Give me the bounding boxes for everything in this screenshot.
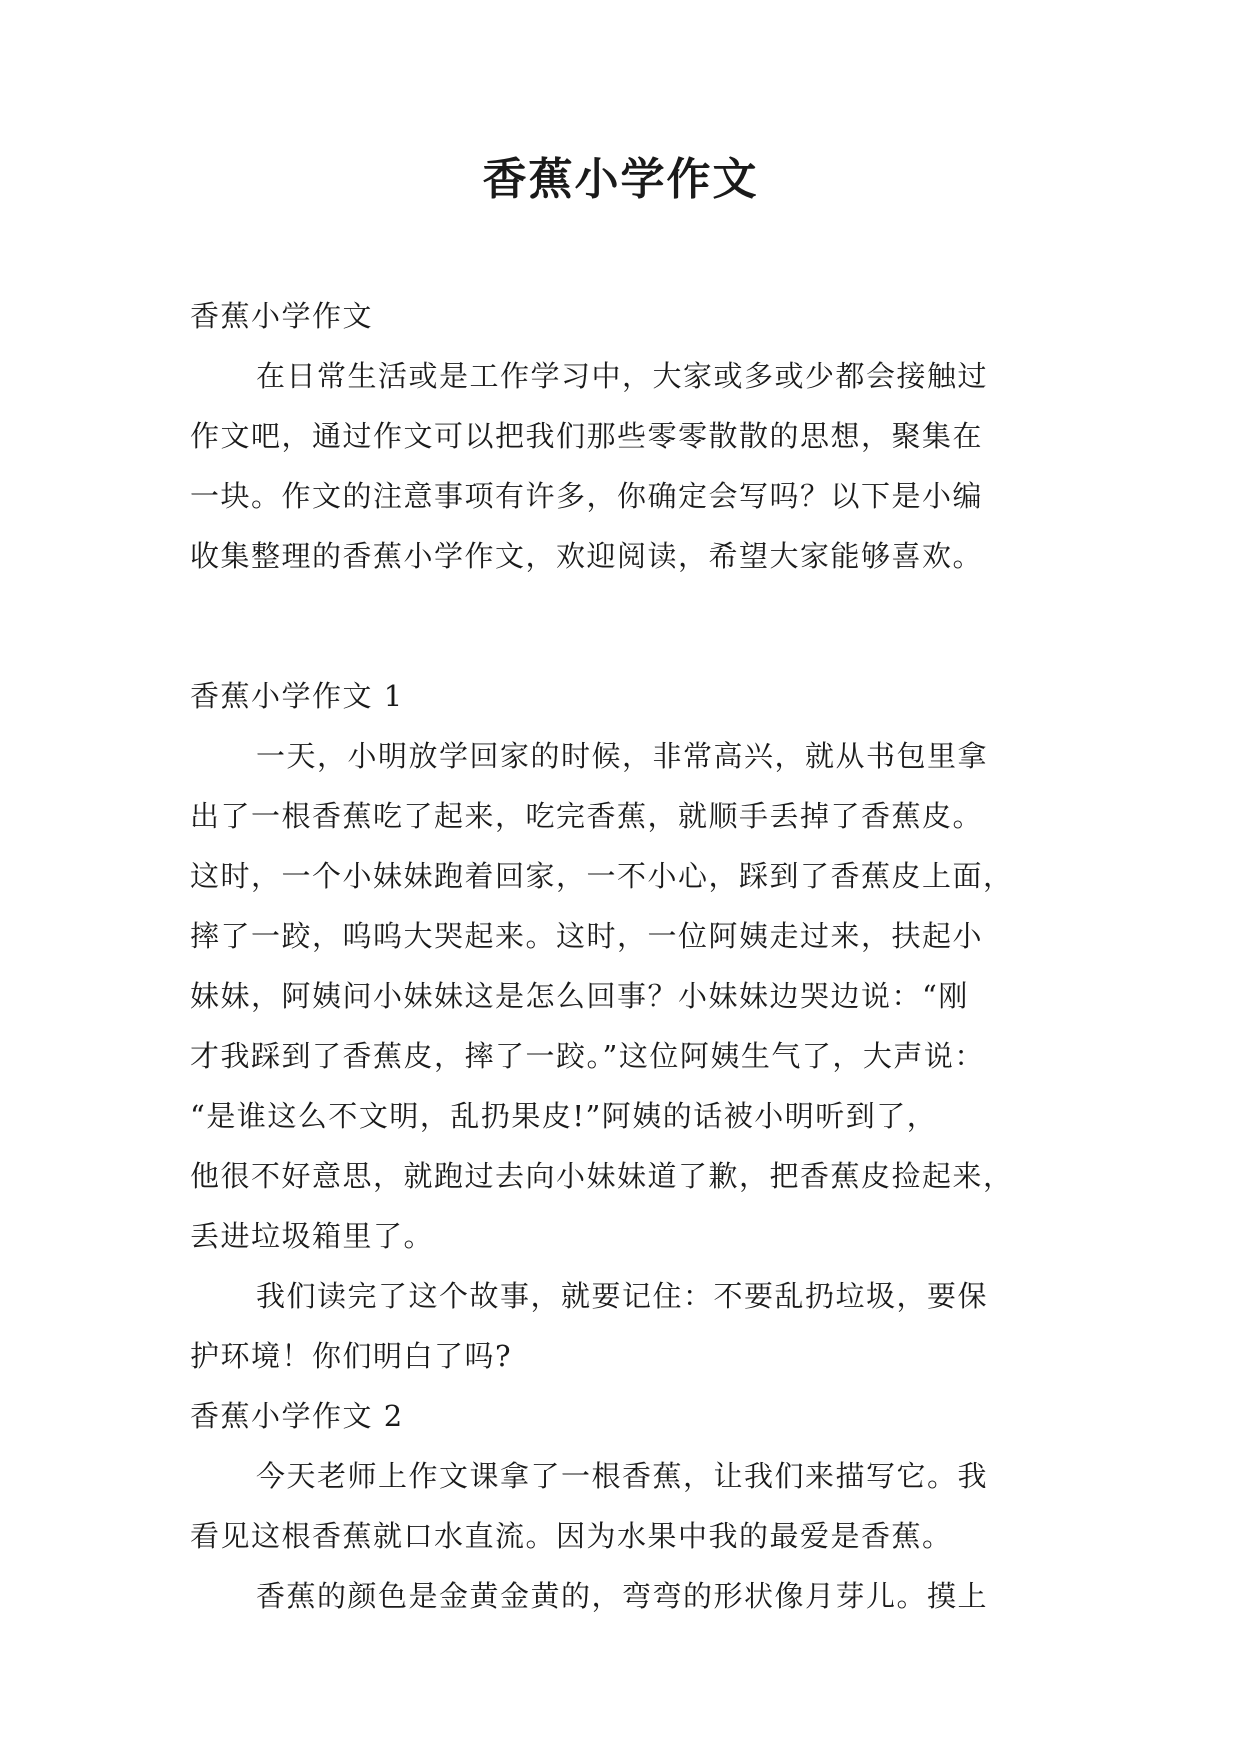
essay1-line: 这时，一个小妹妹跑着回家，一不小心，踩到了香蕉皮上面， (190, 859, 1014, 893)
essay1-line: 护环境！你们明白了吗? (190, 1339, 513, 1373)
essay1-line: 摔了一跤，呜呜大哭起来。这时，一位阿姨走过来，扶起小 (190, 919, 984, 953)
intro-line: 在日常生活或是工作学习中，大家或多或少都会接触过 (256, 359, 989, 393)
essay2-line: 看见这根香蕉就口水直流。因为水果中我的最爱是香蕉。 (190, 1519, 953, 1553)
intro-line: 作文吧，通过作文可以把我们那些零零散散的思想，聚集在 (190, 419, 984, 453)
essay2-line: 香蕉的颜色是金黄金黄的，弯弯的形状像月芽儿。摸上 (256, 1579, 989, 1613)
essay1-line: 出了一根香蕉吃了起来，吃完香蕉，就顺手丢掉了香蕉皮。 (190, 799, 984, 833)
intro-line: 一块。作文的注意事项有许多，你确定会写吗？以下是小编 (190, 479, 984, 513)
document-body (190, 286, 1070, 1626)
essay1-line: 妹妹，阿姨问小妹妹这是怎么回事？小妹妹边哭边说：“刚 (190, 979, 969, 1013)
essay1-line: 我们读完了这个故事，就要记住：不要乱扔垃圾，要保 (256, 1279, 989, 1313)
intro-heading: 香蕉小学作文 (190, 299, 374, 333)
essay1-line: “是谁这么不文明，乱扔果皮!”阿姨的话被小明听到了， (190, 1099, 938, 1133)
essay2-line: 今天老师上作文课拿了一根香蕉，让我们来描写它。我 (256, 1459, 989, 1493)
essay1-line: 丢进垃圾箱里了。 (190, 1219, 435, 1253)
intro-line: 收集整理的香蕉小学作文，欢迎阅读，希望大家能够喜欢。 (190, 539, 984, 573)
essay1-line: 才我踩到了香蕉皮，摔了一跤。”这位阿姨生气了，大声说： (190, 1039, 985, 1073)
essay1-heading: 香蕉小学作文 1 (190, 679, 404, 713)
essay2-heading: 香蕉小学作文 2 (190, 1399, 404, 1433)
section-gap (190, 586, 1070, 666)
essay1-line: 一天，小明放学回家的时候，非常高兴，就从书包里拿 (256, 739, 989, 773)
document-title: 香蕉小学作文 (482, 154, 759, 205)
essay1-line: 他很不好意思，就跑过去向小妹妹道了歉，把香蕉皮捡起来， (190, 1159, 1014, 1193)
